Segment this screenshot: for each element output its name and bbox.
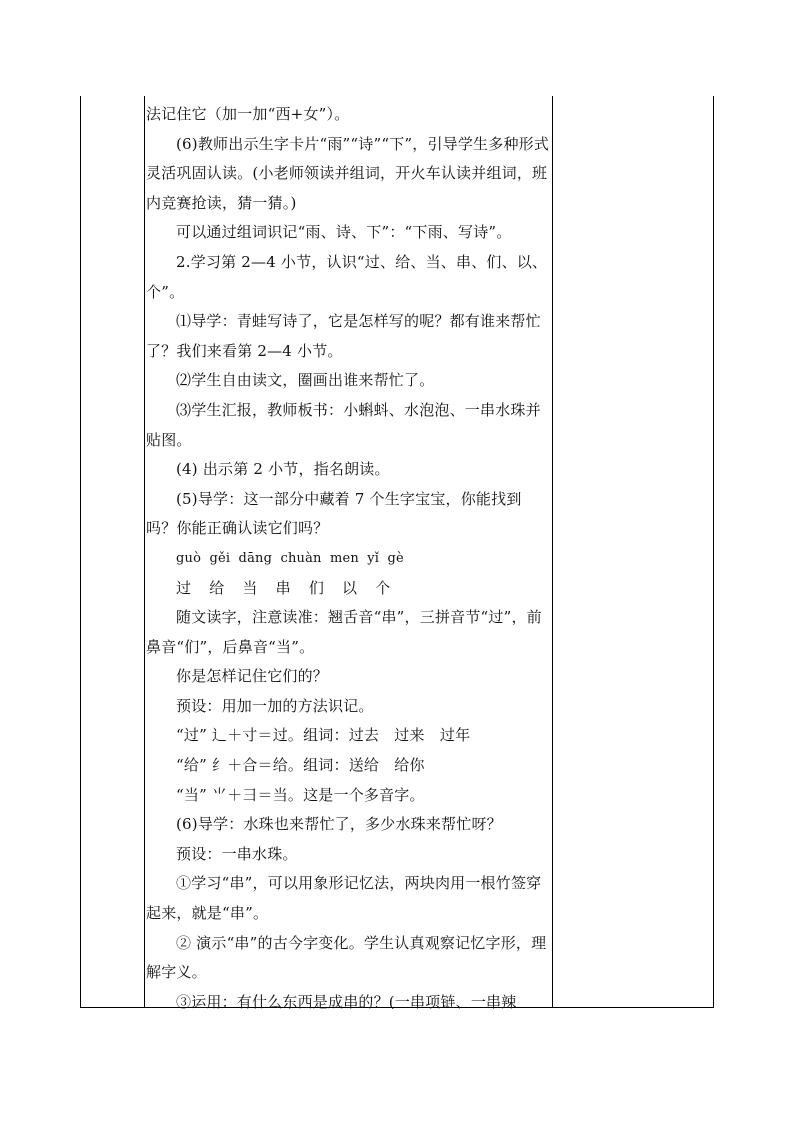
text-paragraph: ⑴导学：青蛙写诗了，它是怎样写的呢？都有谁来帮忙了？我们来看第 2—4 小节。 <box>146 312 541 360</box>
text-paragraph: 预设：用加一加的方法识记。 <box>176 696 374 715</box>
text-paragraph: (6)导学：水珠也来帮忙了，多少水珠来帮忙呀？ <box>176 815 502 834</box>
text-paragraph: ①学习“串”，可以用象形记忆法，两块肉用一根竹签穿起来，就是“串”。 <box>146 874 542 923</box>
character-row <box>146 574 550 604</box>
table-column-divider <box>144 96 145 1007</box>
text-line: 法记住它（加一加“西+女”）。 <box>146 105 350 123</box>
text-paragraph: (6)教师出示生字卡片“雨”“诗”“下”，引导学生多种形式灵活巩固认读。(小老师领读并组词，开火车认读并组词，班内竞赛抢读，猜一猜。) <box>146 134 550 212</box>
text-paragraph: 你是怎样记住它们的？ <box>176 667 329 686</box>
text-paragraph: “过” 辶＋寸＝过。组词：过去 过来 过年 <box>176 726 471 745</box>
text-paragraph: ③运用：有什么东西是成串的？(一串项链、一串辣 <box>176 992 517 1011</box>
character: 当 <box>242 578 258 597</box>
text-paragraph: 预设：一串水珠。 <box>176 844 298 863</box>
section-heading: 2.学习第 2—4 小节，认识“过、给、当、串、们、以、个”。 <box>146 252 548 301</box>
text-paragraph: (5)导学：这一部分中藏着 7 个生字宝宝，你能找到吗？你能正确认读它们吗？ <box>146 489 522 538</box>
character: 串 <box>275 578 291 597</box>
lesson-content <box>146 100 550 1017</box>
text-paragraph: 可以通过组词识记“雨、诗、下”：“下雨、写诗”。 <box>176 223 512 242</box>
character: 过 <box>176 578 192 597</box>
table-border-right <box>713 96 714 1007</box>
character: 们 <box>308 578 325 597</box>
text-paragraph: ⑵学生自由读文，圈画出谁来帮忙了。 <box>176 371 435 390</box>
character: 个 <box>375 578 391 597</box>
pinyin-line: guò gěi dāng chuàn men yǐ gè <box>176 550 404 566</box>
character: 给 <box>209 578 225 597</box>
text-paragraph: 随文读字，注意读准：翘舌音“串”，三拼音节“过”，前鼻音“们”，后鼻音“当”。 <box>146 608 542 656</box>
text-paragraph: “给” 纟＋合＝给。组词：送给 给你 <box>176 756 425 775</box>
text-paragraph: (4) 出示第 2 小节，指名朗读。 <box>176 460 390 479</box>
character: 以 <box>342 578 358 597</box>
text-paragraph: ⑶学生汇报，教师板书：小蝌蚪、水泡泡、一串水珠并贴图。 <box>146 400 541 449</box>
text-paragraph: ② 演示“串”的古今字变化。学生认真观察记忆字形，理解字义。 <box>146 933 547 982</box>
table-column-divider <box>552 96 553 1007</box>
table-border-left <box>80 96 81 1007</box>
text-paragraph: “当” ⺌＋彐＝当。这是一个多音字。 <box>176 785 425 804</box>
